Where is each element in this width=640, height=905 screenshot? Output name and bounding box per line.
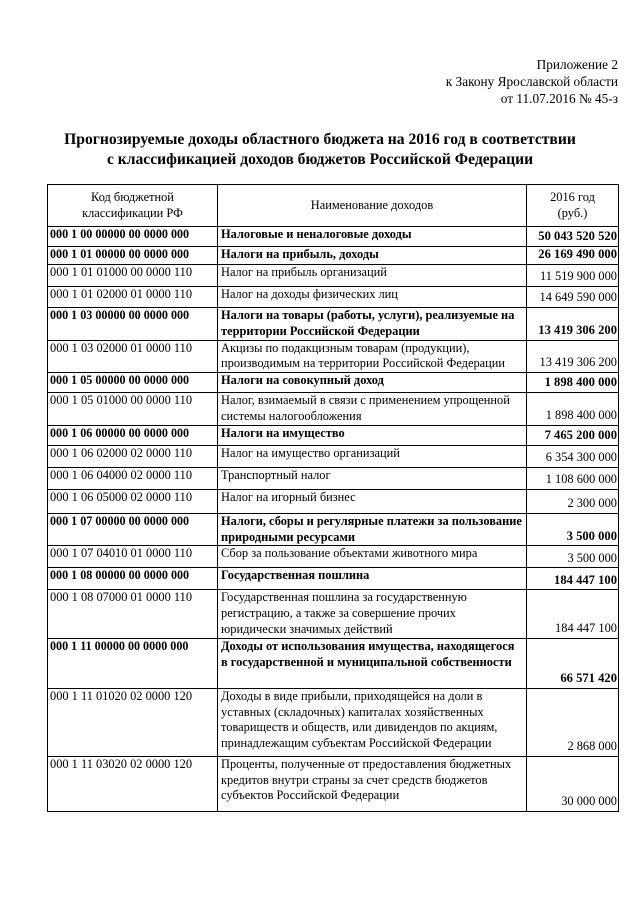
row-amount: 1 898 400 000 [527, 393, 619, 426]
row-code: 000 1 11 03020 02 0000 120 [48, 756, 218, 811]
row-code: 000 1 05 00000 00 0000 000 [48, 373, 218, 393]
row-name: Доходы от использования имущества, находящегося в государственной и муниципальной собственности [218, 638, 527, 688]
row-name: Налоги, сборы и регулярные платежи за пользование природными ресурсами [218, 513, 527, 546]
row-name: Доходы в виде прибыли, приходящейся на доли в уставных (складочных) капиталах хозяйственных товариществ и обществ, или дивидендов по акциям, принадлежащим субъектам Российской Федерации [218, 688, 527, 756]
row-amount: 3 500 000 [527, 546, 619, 568]
row-code: 000 1 08 00000 00 0000 000 [48, 568, 218, 590]
row-name: Налог на прибыль организаций [218, 265, 527, 287]
row-code: 000 1 06 04000 02 0000 110 [48, 467, 218, 489]
row-name: Налоги на прибыль, доходы [218, 247, 527, 265]
document-title [0, 130, 640, 170]
column-header-code: Код бюджетной классификации РФ [48, 185, 218, 227]
table-row-section [48, 373, 619, 393]
row-name: Акцизы по подакцизным товарам (продукции), производимым на территории Российской Федерации [218, 340, 527, 373]
row-code: 000 1 11 00000 00 0000 000 [48, 638, 218, 688]
row-code: 000 1 11 01020 02 0000 120 [48, 688, 218, 756]
annex-date: от 11.07.2016 № 45-з [500, 91, 618, 106]
table-header-row [48, 185, 619, 227]
row-amount: 3 500 000 [527, 513, 619, 546]
table-row [48, 590, 619, 638]
row-code: 000 1 01 01000 00 0000 110 [48, 265, 218, 287]
row-name: Налоговые и неналоговые доходы [218, 227, 527, 247]
row-name: Проценты, полученные от предоставления бюджетных кредитов внутри страны за счет средств бюджетов субъектов Российской Федерации [218, 756, 527, 811]
annex-reference [446, 56, 618, 107]
row-amount: 184 447 100 [527, 590, 619, 638]
row-name: Налог на имущество организаций [218, 445, 527, 467]
row-name: Налог, взимаемый в связи с применением упрощенной системы налогообложения [218, 393, 527, 426]
table-row [48, 445, 619, 467]
column-header-name: Наименование доходов [218, 185, 527, 227]
row-code: 000 1 06 05000 02 0000 110 [48, 489, 218, 513]
title-line-1: Прогнозируемые доходы областного бюджета на 2016 год в соответствии [64, 131, 576, 148]
table-row-section [48, 247, 619, 265]
row-amount: 1 108 600 000 [527, 467, 619, 489]
row-amount: 2 868 000 [527, 688, 619, 756]
row-amount: 7 465 200 000 [527, 425, 619, 445]
row-amount: 13 419 306 200 [527, 340, 619, 373]
row-amount: 30 000 000 [527, 756, 619, 811]
row-amount: 14 649 590 000 [527, 287, 619, 308]
row-name: Налоги на товары (работы, услуги), реализуемые на территории Российской Федерации [218, 308, 527, 341]
row-code: 000 1 07 00000 00 0000 000 [48, 513, 218, 546]
table-row-section [48, 227, 619, 247]
row-amount: 184 447 100 [527, 568, 619, 590]
row-code: 000 1 06 02000 02 0000 110 [48, 445, 218, 467]
row-code: 000 1 01 02000 01 0000 110 [48, 287, 218, 308]
row-code: 000 1 05 01000 00 0000 110 [48, 393, 218, 426]
row-amount: 50 043 520 520 [527, 227, 619, 247]
row-code: 000 1 03 02000 01 0000 110 [48, 340, 218, 373]
row-name: Налоги на совокупный доход [218, 373, 527, 393]
table-row [48, 265, 619, 287]
table-row-section [48, 638, 619, 688]
row-name: Налог на доходы физических лиц [218, 287, 527, 308]
row-amount: 13 419 306 200 [527, 308, 619, 341]
row-name: Налоги на имущество [218, 425, 527, 445]
row-amount: 6 354 300 000 [527, 445, 619, 467]
table-row [48, 287, 619, 308]
annex-number: Приложение 2 [536, 57, 618, 72]
table-row-section [48, 425, 619, 445]
row-amount: 1 898 400 000 [527, 373, 619, 393]
table-row-section [48, 568, 619, 590]
table-row-section [48, 308, 619, 341]
row-code: 000 1 06 00000 00 0000 000 [48, 425, 218, 445]
row-name: Государственная пошлина [218, 568, 527, 590]
table-row [48, 467, 619, 489]
row-code: 000 1 08 07000 01 0000 110 [48, 590, 218, 638]
row-name: Транспортный налог [218, 467, 527, 489]
row-name: Сбор за пользование объектами животного мира [218, 546, 527, 568]
row-amount: 26 169 490 000 [527, 247, 619, 265]
table-row [48, 489, 619, 513]
row-amount: 11 519 900 000 [527, 265, 619, 287]
column-header-amount: 2016 год (руб.) [527, 185, 619, 227]
table-row [48, 688, 619, 756]
title-line-2: с классификацией доходов бюджетов Российской Федерации [106, 151, 534, 168]
table-row [48, 340, 619, 373]
row-code: 000 1 07 04010 01 0000 110 [48, 546, 218, 568]
row-name: Налог на игорный бизнес [218, 489, 527, 513]
table-row [48, 756, 619, 811]
table-row-section [48, 513, 619, 546]
annex-law: к Закону Ярославской области [445, 74, 618, 89]
row-name: Государственная пошлина за государственную регистрацию, а также за совершение прочих юридически значимых действий [218, 590, 527, 638]
row-amount: 2 300 000 [527, 489, 619, 513]
row-amount: 66 571 420 [527, 638, 619, 688]
table-row [48, 393, 619, 426]
revenue-table [47, 184, 619, 812]
row-code: 000 1 01 00000 00 0000 000 [48, 247, 218, 265]
row-code: 000 1 00 00000 00 0000 000 [48, 227, 218, 247]
row-code: 000 1 03 00000 00 0000 000 [48, 308, 218, 341]
table-row [48, 546, 619, 568]
